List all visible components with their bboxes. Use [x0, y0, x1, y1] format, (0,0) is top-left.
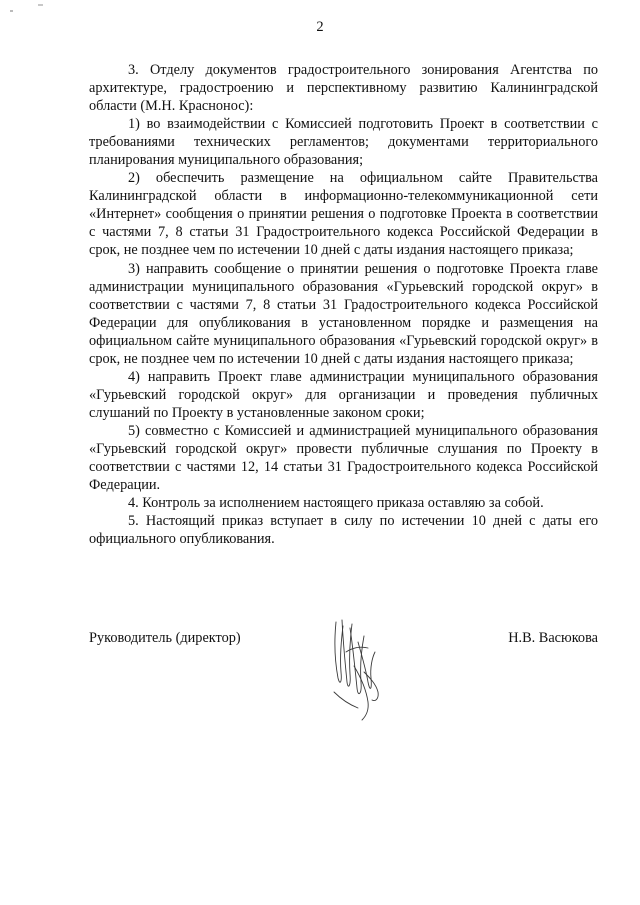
subparagraph-3-4: 4) направить Проект главе администрации муниципального образования «Гурьевский городской округ» для организации и проведения публичных слушаний по Проекту в установленные законом сроки;	[89, 368, 598, 421]
handwritten-signature	[328, 612, 386, 724]
paragraph-item-5: 5. Настоящий приказ вступает в силу по истечении 10 дней с даты его официального опубликования.	[89, 513, 598, 548]
signatory-name: Н.В. Васюкова	[508, 630, 598, 646]
paragraph-item-3: 3. Отделу документов градостроительного зонирования Агентства по архитектуре, градостроению и перспективному развитию Калининградской области (М.Н. Краснонос):	[89, 62, 598, 115]
order-body	[89, 61, 598, 548]
subparagraph-3-5: 5) совместно с Комиссией и администрацией муниципального образования «Гурьевский городской округ» провести публичные слушания по Проекту в соответствии с частями 12, 14 статьи 31 Градостроительного кодекса Российской Федерации.	[89, 422, 598, 494]
subparagraph-3-1: 1) во взаимодействии с Комиссией подготовить Проект в соответствии с требованиями технических регламентов; документами территориального планирования муниципального образования;	[89, 116, 598, 169]
paragraph-item-4: 4. Контроль за исполнением настоящего приказа оставляю за собой.	[128, 495, 544, 512]
scan-artifact-marks	[10, 2, 50, 14]
signatory-position: Руководитель (директор)	[89, 630, 241, 646]
page-number: 2	[316, 19, 324, 35]
subparagraph-3-2: 2) обеспечить размещение на официальном сайте Правительства Калининградской области в информационно-телекоммуникационной сети «Интернет» сообщения о принятии решения о подготовке Проекта в соответствии с частями 7, 8 статьи 31 Градостроительного кодекса Российской Федерации в срок, не позднее чем по истечении 10 дней с даты издания настоящего приказа;	[89, 170, 598, 259]
subparagraph-3-3: 3) направить сообщение о принятии решения о подготовке Проекта главе администрации муниципального образования «Гурьевский городской округ» в соответствии с частями 7, 8 статьи 31 Градостроительного кодекса Российской Федерации для опубликования в установленном порядке и размещения на официальном сайте муниципального образования «Гурьевский городской округ» в срок, не позднее чем по истечении 10 дней с даты издания настоящего приказа;	[89, 260, 598, 367]
